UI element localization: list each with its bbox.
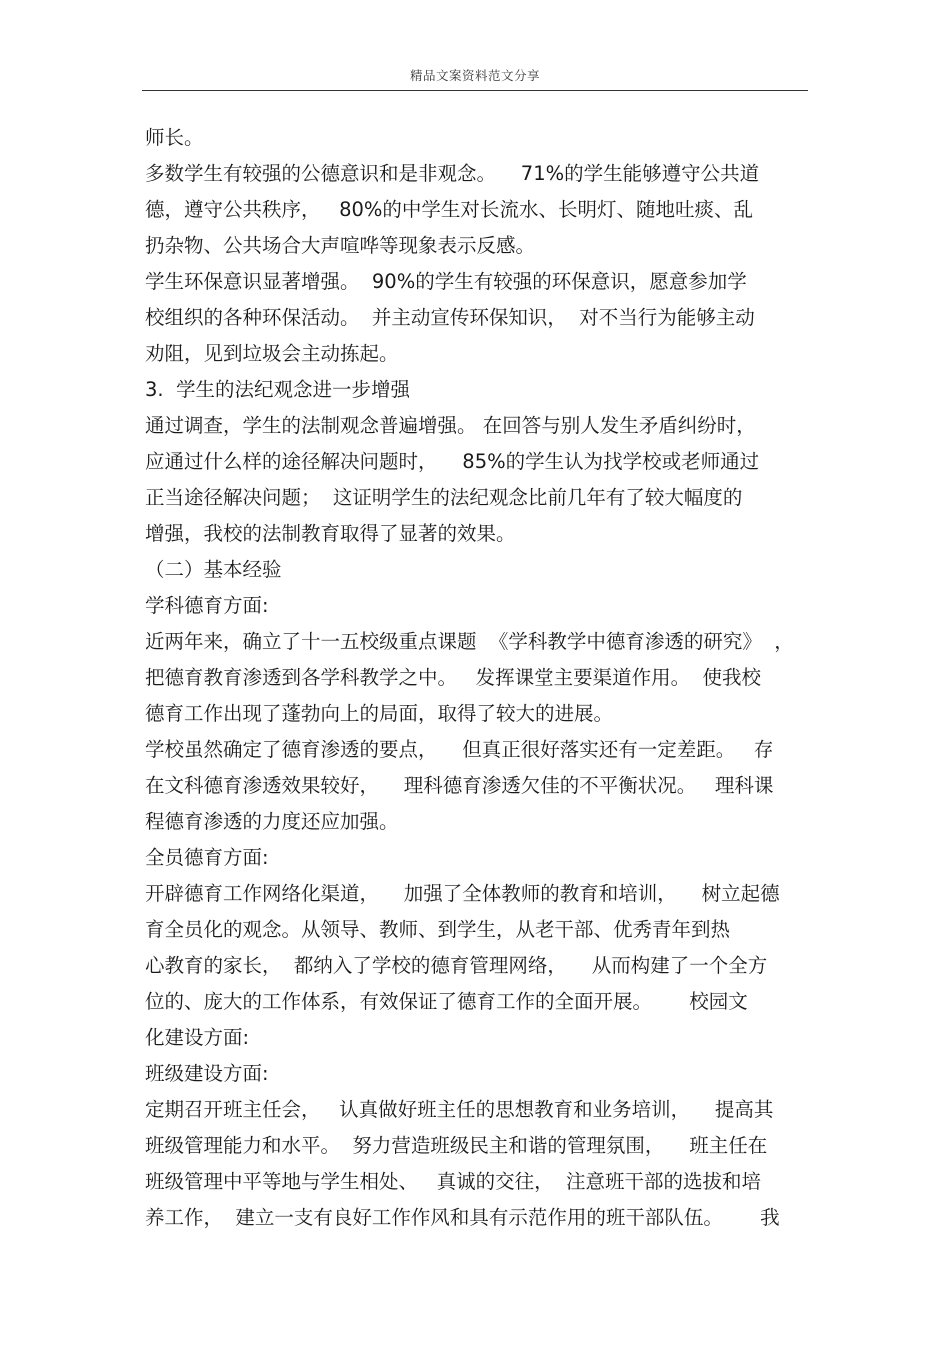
text-line: 近两年来，确立了十一五校级重点课题 《学科教学中德育渗透的研究》 ， [145, 630, 794, 653]
text-line: 扔杂物、公共场合大声喧哗等现象表示反感。 [145, 234, 536, 257]
text-line: 把德育教育渗透到各学科教学之中。 发挥课堂主要渠道作用。 使我校 [145, 666, 761, 689]
text-line: 校组织的各种环保活动。 并主动宣传环保知识， 对不当行为能够主动 [145, 306, 755, 329]
subsection-heading: 班级建设方面: [145, 1062, 269, 1085]
text-line: 增强，我校的法制教育取得了显著的效果。 [145, 522, 516, 545]
subsection-heading: 全员德育方面: [145, 846, 269, 869]
text-line: 化建设方面: [145, 1026, 250, 1049]
text-line: 程德育渗透的力度还应加强。 [145, 810, 399, 833]
text-line: 养工作， 建立一支有良好工作作风和具有示范作用的班干部队伍。 我 [145, 1206, 780, 1229]
text-line: 通过调查，学生的法制观念普遍增强。 在回答与别人发生矛盾纠纷时， [145, 414, 756, 437]
text-line: 在文科德育渗透效果较好， 理科德育渗透欠佳的不平衡状况。 理科课 [145, 774, 774, 797]
text-line: 定期召开班主任会， 认真做好班主任的思想教育和业务培训， 提高其 [145, 1098, 774, 1121]
text-line: 正当途径解决问题； 这证明学生的法纪观念比前几年有了较大幅度的 [145, 486, 743, 509]
subsection-heading: 学科德育方面: [145, 594, 269, 617]
text-line: 劝阻，见到垃圾会主动拣起。 [145, 342, 399, 365]
document-body [145, 120, 810, 1236]
text-line: 心教育的家长， 都纳入了学校的德育管理网络， 从而构建了一个全方 [145, 954, 768, 977]
text-line: 学校虽然确定了德育渗透的要点， 但真正很好落实还有一定差距。 存 [145, 738, 774, 761]
text-line: 师长。 [145, 126, 204, 149]
text-line: 多数学生有较强的公德意识和是非观念。 71%的学生能够遵守公共道 [145, 162, 760, 185]
page-header [142, 56, 808, 91]
text-line: 育全员化的观念。从领导、教师、到学生，从老干部、优秀青年到热 [145, 918, 731, 941]
text-line: 开辟德育工作网络化渠道， 加强了全体教师的教育和培训， 树立起德 [145, 882, 780, 905]
section-heading: 3. 学生的法纪观念进一步增强 [145, 378, 411, 401]
text-line: 应通过什么样的途径解决问题时， 85%的学生认为找学校或老师通过 [145, 450, 760, 473]
text-line: 班级管理中平等地与学生相处、 真诚的交往， 注意班干部的选拔和培 [145, 1170, 761, 1193]
text-line: 位的、庞大的工作体系，有效保证了德育工作的全面开展。 校园文 [145, 990, 748, 1013]
text-line: 德，遵守公共秩序， 80%的中学生对长流水、长明灯、随地吐痰、乱 [145, 198, 753, 221]
text-line: 学生环保意识显著增强。 90%的学生有较强的环保意识，愿意参加学 [145, 270, 747, 293]
section-heading: （二）基本经验 [145, 558, 282, 581]
text-line: 班级管理能力和水平。 努力营造班级民主和谐的管理氛围， 班主任在 [145, 1134, 768, 1157]
header-title: 精品文案资料范文分享 [409, 68, 540, 83]
text-line: 德育工作出现了蓬勃向上的局面，取得了较大的进展。 [145, 702, 614, 725]
